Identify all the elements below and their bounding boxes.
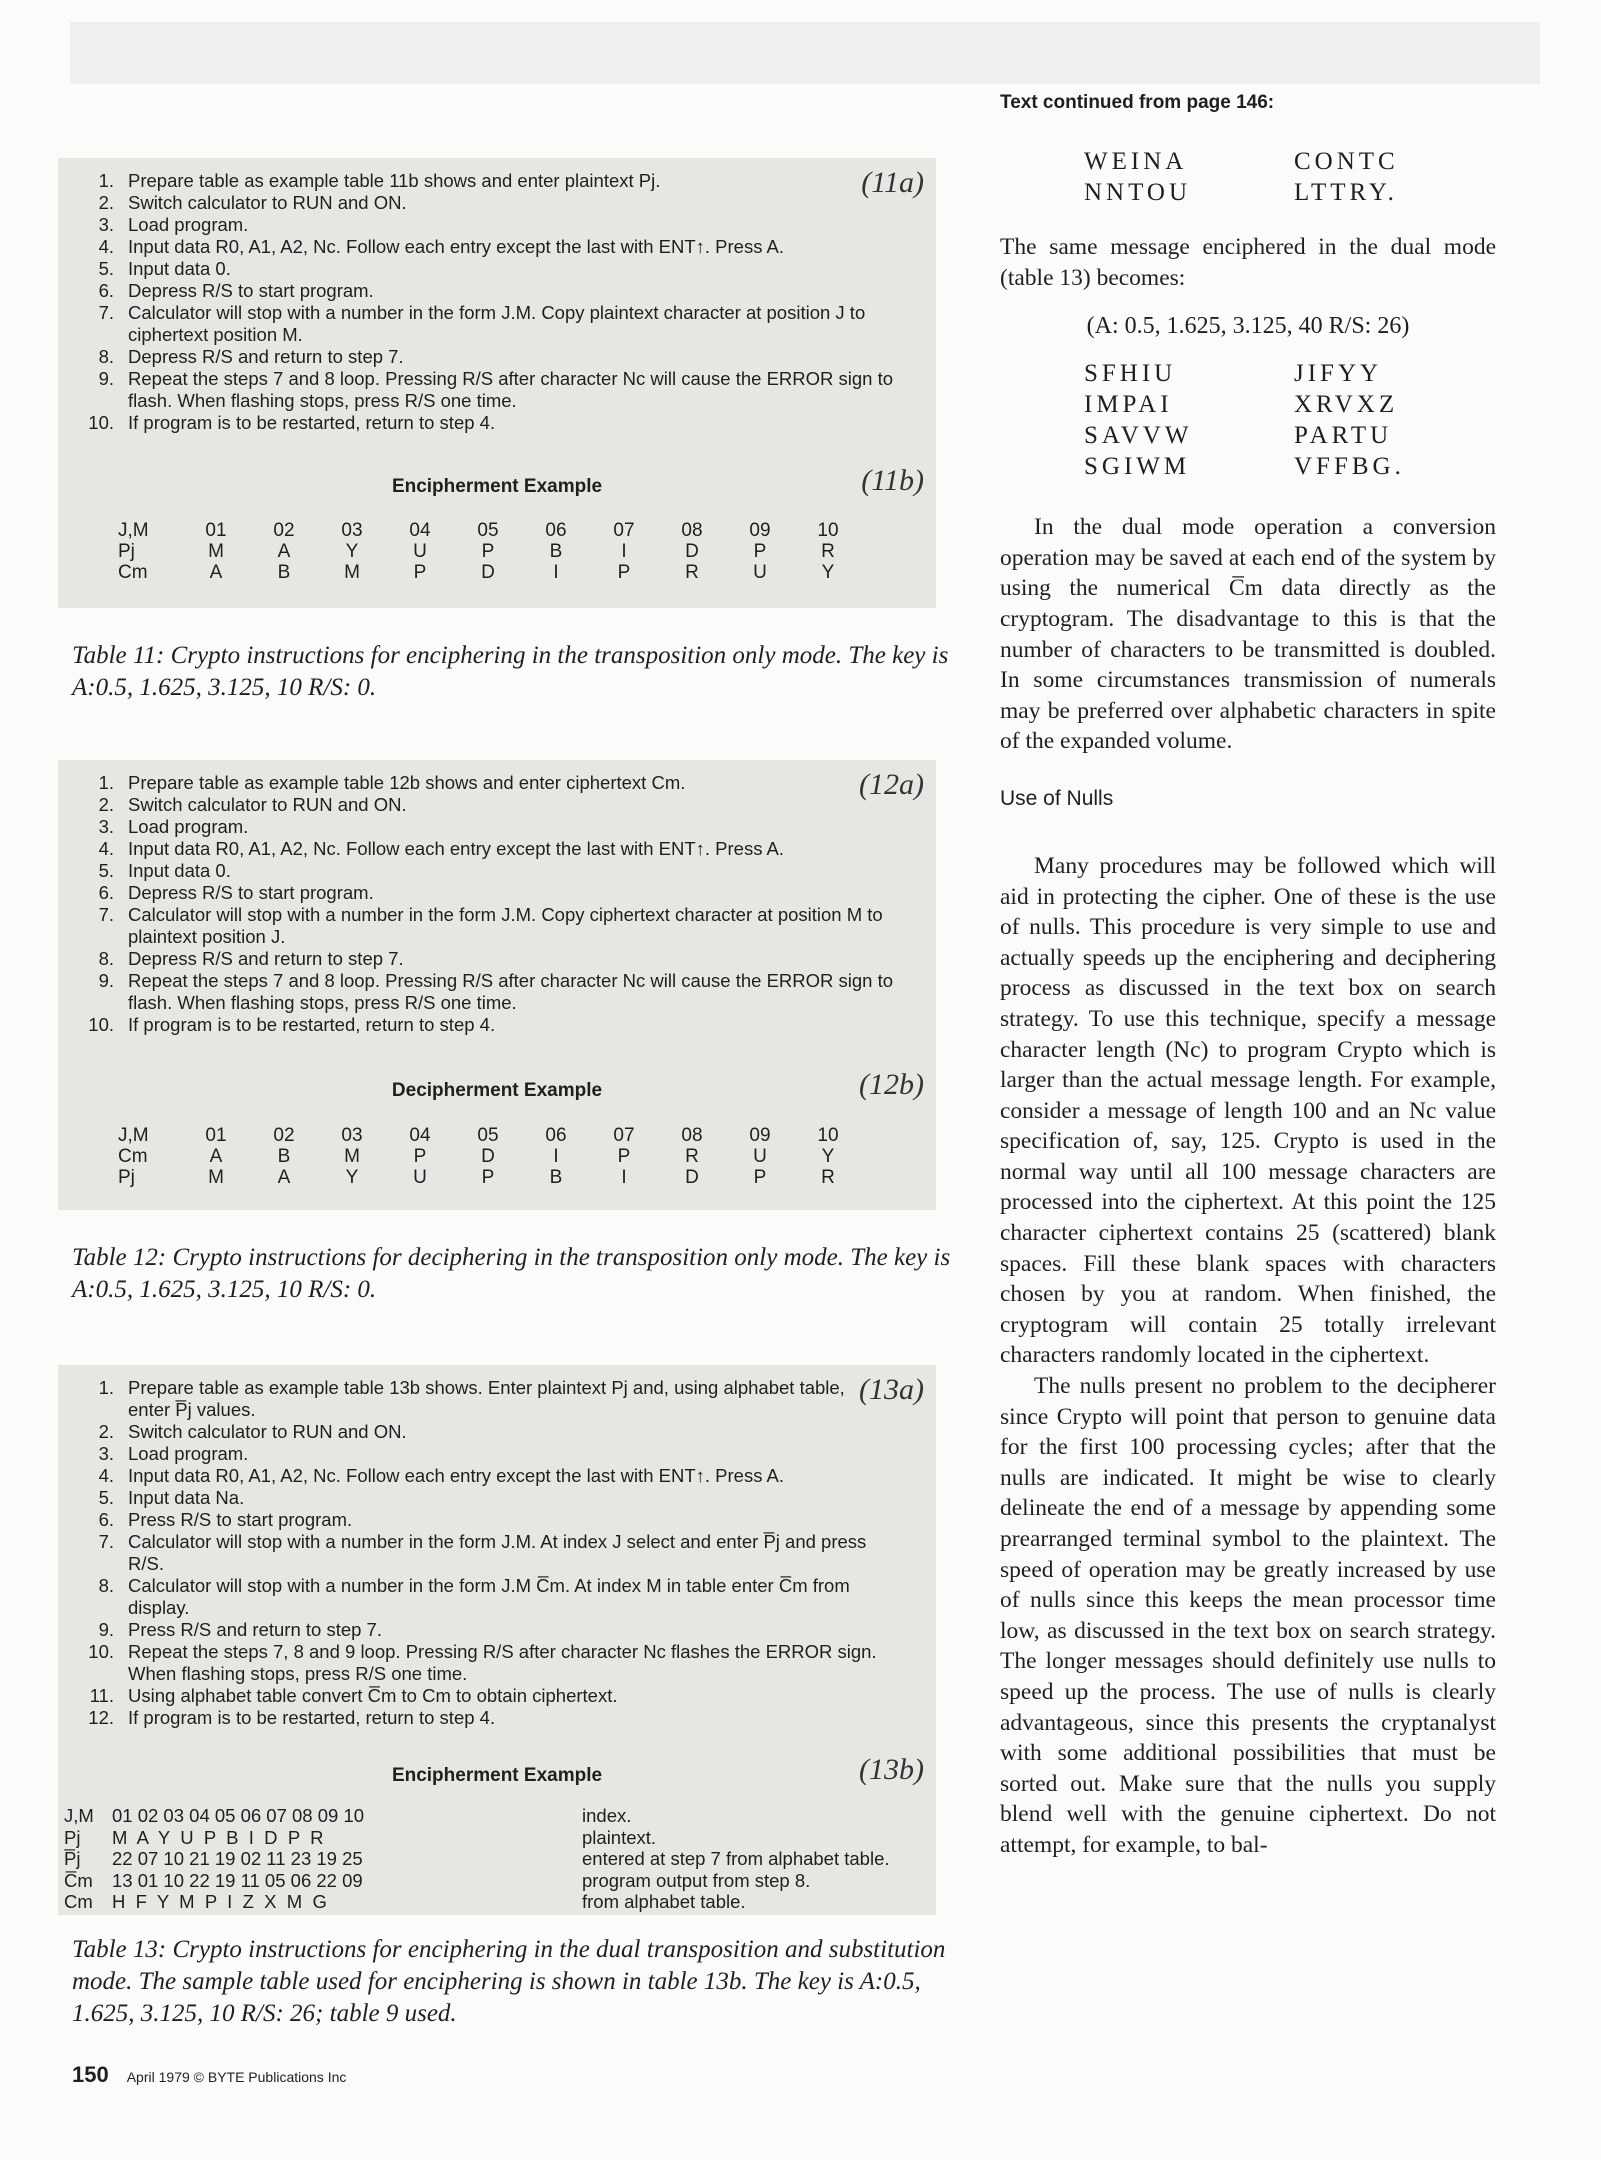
footer-credit: April 1979 © BYTE Publications Inc [126, 2069, 347, 2085]
step-text: Using alphabet table convert C̅m to Cm to obtain ciphertext. [128, 1685, 618, 1706]
table-cell: D [685, 541, 699, 562]
row-label: Cm [118, 1146, 148, 1167]
example-title-11b: Encipherment Example [391, 476, 603, 497]
row-note: index. [582, 1805, 632, 1826]
step-text: Input data 0. [128, 860, 231, 881]
steps-13 [78, 1377, 878, 1729]
table-cell: 10 [817, 1125, 839, 1146]
row-label: Cm [64, 1891, 93, 1912]
instruction-step [78, 948, 928, 970]
header-band [70, 22, 1540, 84]
step-number: 2. [98, 1421, 114, 1442]
table-row [118, 541, 862, 562]
step-text: Prepare table as example table 12b shows and enter ciphertext Cm. [128, 772, 686, 793]
instruction-step [78, 1377, 878, 1421]
instruction-step [78, 794, 928, 816]
table-row [64, 1870, 890, 1892]
instruction-step [78, 280, 928, 302]
section-heading-nulls: Use of Nulls [1000, 786, 1114, 810]
key-line: (A: 0.5, 1.625, 3.125, 40 R/S: 26) [1086, 313, 1410, 340]
tag-13a: (13a) [859, 1373, 924, 1406]
instruction-step [78, 170, 928, 192]
row-values: M A Y U P B I D P R [112, 1826, 324, 1848]
step-number: 12. [88, 1707, 114, 1728]
tag-11a: (11a) [861, 166, 924, 199]
instruction-step [78, 1443, 878, 1465]
instruction-step [78, 214, 928, 236]
tag-12a: (12a) [859, 768, 924, 801]
table-cell: Y [821, 562, 835, 583]
step-text: Calculator will stop with a number in the form J.M C̅m. At index M in table enter C̅m from display. [128, 1575, 850, 1618]
step-number: 3. [98, 816, 114, 837]
table-row [118, 1125, 862, 1146]
table-row [118, 562, 862, 583]
right-column [1000, 146, 1496, 1861]
instruction-step [78, 1421, 878, 1443]
instruction-step [78, 1014, 928, 1036]
table-cell: D [481, 1146, 495, 1167]
table-cell: U [413, 541, 427, 562]
step-number: 7. [98, 904, 114, 925]
encipherment-table-13b [64, 1805, 890, 1913]
table-cell: P [617, 562, 631, 583]
table-13-box [58, 1365, 936, 1915]
row-label: J,M [118, 520, 149, 541]
table-row [64, 1827, 890, 1849]
step-number: 1. [98, 772, 114, 793]
step-number: 6. [98, 1509, 114, 1530]
table-cell: P [413, 1146, 427, 1167]
table-cell: A [209, 562, 223, 583]
step-text: Switch calculator to RUN and ON. [128, 192, 407, 213]
cipher-grid-1 [1084, 146, 1496, 208]
instruction-step [78, 192, 928, 214]
row-values: H F Y M P I Z X M G [112, 1891, 327, 1912]
instruction-step [78, 772, 928, 794]
table-cell: 08 [681, 520, 703, 541]
row-values: 01 02 03 04 05 06 07 08 09 10 [112, 1805, 365, 1826]
instruction-step [78, 368, 928, 412]
step-number: 7. [98, 1531, 114, 1552]
caption-table-12: Table 12: Crypto instructions for deciphering in the transposition only mode. The key is A:0.5, 1.625, 3.125, 10 R/S: 0. [72, 1244, 951, 1303]
table-cell: U [413, 1167, 427, 1188]
table-row [64, 1805, 890, 1827]
row-note: program output from step 8. [582, 1869, 811, 1891]
table-cell: M [344, 562, 360, 583]
step-number: 10. [88, 1641, 114, 1662]
cipher-group: LTTRY. [1294, 179, 1398, 206]
row-label: Pj [118, 1167, 135, 1188]
step-text: Load program. [128, 214, 249, 235]
step-text: Switch calculator to RUN and ON. [128, 794, 407, 815]
table-cell: P [753, 1167, 767, 1188]
cipher-group: JIFYY [1294, 360, 1383, 388]
row-note: plaintext. [582, 1826, 657, 1848]
table-cell: 01 [205, 520, 227, 541]
steps-11 [78, 170, 928, 434]
instruction-step [78, 1685, 878, 1707]
instruction-step [78, 1641, 878, 1685]
table-cell: I [621, 1167, 627, 1188]
step-number: 4. [98, 236, 114, 257]
table-cell: R [685, 1146, 699, 1167]
instruction-step [78, 258, 928, 280]
table-cell: A [277, 1167, 291, 1188]
table-cell: 02 [273, 1125, 295, 1146]
step-text: Switch calculator to RUN and ON. [128, 1421, 407, 1442]
step-number: 1. [98, 1377, 114, 1398]
instruction-step [78, 346, 928, 368]
step-text: Repeat the steps 7 and 8 loop. Pressing R/S after character Nc will cause the ERROR sign to flash. When flashing stops, press R/S one time. [128, 970, 894, 1013]
table-cell: 01 [205, 1125, 227, 1146]
step-text: Press R/S to start program. [128, 1509, 353, 1530]
step-text: Input data R0, A1, A2, Nc. Follow each entry except the last with ENT↑. Press A. [128, 1465, 785, 1486]
page-footer [72, 2062, 346, 2088]
decipherment-table-12b [118, 1125, 862, 1188]
cipher-grid-2 [1084, 358, 1496, 482]
encipherment-table-11b [118, 520, 862, 583]
row-label: Pj [118, 541, 135, 562]
table-row [118, 1146, 862, 1167]
table-cell: U [753, 562, 767, 583]
row-note: entered at step 7 from alphabet table. [582, 1848, 890, 1869]
table-cell: 05 [477, 1125, 499, 1146]
step-text: If program is to be restarted, return to step 4. [128, 1707, 496, 1728]
cipher-group: SAVVW [1084, 422, 1193, 450]
step-text: Calculator will stop with a number in the form J.M. Copy plaintext character at position J to ciphertext position M. [128, 302, 866, 345]
table-cell: 02 [273, 520, 295, 541]
step-number: 5. [98, 860, 114, 881]
table-11-box [58, 158, 936, 608]
table-row [64, 1891, 890, 1913]
caption-table-11: Table 11: Crypto instructions for enciphering in the transposition only mode. The key is A:0.5, 1.625, 3.125, 10 R/S: 0. [72, 642, 949, 701]
step-text: Depress R/S to start program. [128, 882, 374, 903]
cipher-group: SFHIU [1084, 360, 1177, 388]
step-number: 11. [89, 1685, 114, 1706]
table-cell: 09 [749, 520, 771, 541]
step-text: Calculator will stop with a number in the form J.M. Copy ciphertext character at position M to plaintext position J. [128, 904, 883, 947]
table-cell: 09 [749, 1125, 771, 1146]
instruction-step [78, 1465, 878, 1487]
text-continued-label: Text continued from page 146: [1000, 92, 1275, 113]
step-text: Input data R0, A1, A2, Nc. Follow each entry except the last with ENT↑. Press A. [128, 838, 785, 859]
step-number: 4. [98, 1465, 114, 1486]
table-cell: U [753, 1146, 767, 1167]
table-cell: P [617, 1146, 631, 1167]
step-number: 10. [88, 412, 114, 433]
step-number: 1. [98, 170, 114, 191]
table-cell: 08 [681, 1125, 703, 1146]
table-cell: M [344, 1146, 360, 1167]
instruction-step [78, 882, 928, 904]
table-cell: P [413, 562, 427, 583]
paragraph-dual-mode: The same message enciphered in the dual mode (table 13) becomes: [1000, 234, 1496, 291]
table-cell: B [549, 1167, 563, 1188]
tag-11b: (11b) [861, 464, 924, 497]
row-label: Pj [64, 1826, 81, 1848]
step-number: 10. [88, 1014, 114, 1035]
table-cell: I [553, 1146, 559, 1167]
step-number: 9. [98, 368, 114, 389]
row-values: 22 07 10 21 19 02 11 23 19 25 [112, 1848, 363, 1869]
table-cell: A [209, 1146, 223, 1167]
step-text: Input data R0, A1, A2, Nc. Follow each entry except the last with ENT↑. Press A. [128, 236, 785, 257]
table-cell: 05 [477, 520, 499, 541]
step-number: 7. [98, 302, 114, 323]
step-number: 9. [98, 1619, 114, 1640]
table-cell: 07 [613, 1125, 635, 1146]
table-12-box [58, 760, 936, 1210]
instruction-step [78, 860, 928, 882]
step-number: 5. [98, 258, 114, 279]
cipher-group: XRVXZ [1294, 391, 1399, 419]
cipher-group: IMPAI [1084, 391, 1173, 419]
row-label: Cm [118, 562, 148, 583]
table-cell: 03 [341, 520, 363, 541]
step-number: 3. [98, 214, 114, 235]
step-text: Depress R/S and return to step 7. [128, 346, 404, 367]
step-number: 8. [98, 948, 114, 969]
paragraph-conversion: In the dual mode operation a conversion operation may be saved at each end of the system by using the numerical C̅m data directly as the cryptogram. The disadvantage to this is that the number of characters to be transmitted is doubled. In some circumstances transmission of numerals may be preferred over alphabetic characters in spite of the expanded volume. [1000, 514, 1496, 755]
step-text: If program is to be restarted, return to step 4. [128, 412, 496, 433]
table-cell: B [549, 541, 563, 562]
cipher-group: CONTC [1294, 148, 1399, 175]
table-cell: 06 [545, 520, 567, 541]
paragraph-nulls-1: Many procedures may be followed which will aid in protecting the cipher. One of these is the use of nulls. This procedure is very simple to use and actually speeds up the enciphering and deciphering process as discussed in the text box on search strategy. To use this technique, specify a message character length (Nc) to program Crypto which is larger than the actual message length. For example, consider a message of length 100 and an Nc value specification of, say, 125. Crypto is used in the normal way until all 100 message characters are processed into the ciphertext. At this point the 125 character ciphertext contains 25 (scattered) blank spaces. Fill these blank spaces with characters chosen by you at random. When finished, the cryptogram will contain 25 totally irrelevant characters randomly located in the ciphertext. [1000, 852, 1496, 1369]
table-cell: Y [821, 1146, 835, 1167]
instruction-step [78, 1575, 878, 1619]
step-text: Repeat the steps 7 and 8 loop. Pressing R/S after character Nc will cause the ERROR sign to flash. When flashing stops, press R/S one time. [128, 368, 894, 411]
instruction-step [78, 236, 928, 258]
table-cell: P [481, 1167, 495, 1188]
table-cell: P [753, 541, 767, 562]
row-values: 13 01 10 22 19 11 05 06 22 09 [112, 1869, 363, 1891]
table-cell: 07 [613, 520, 635, 541]
table-cell: R [685, 562, 699, 583]
instruction-step [78, 1707, 878, 1729]
row-label: C̅m [64, 1869, 93, 1891]
row-label: J,M [64, 1805, 94, 1826]
step-number: 6. [98, 280, 114, 301]
table-cell: B [277, 562, 291, 583]
step-text: Calculator will stop with a number in the form J.M. At index J select and enter P̅j and press R/S. [128, 1531, 867, 1574]
step-number: 8. [98, 346, 114, 367]
step-text: Prepare table as example table 13b shows. Enter plaintext Pj and, using alphabet table, enter P̅j values. [128, 1377, 845, 1420]
table-cell: Y [345, 1167, 359, 1188]
instruction-step [78, 302, 928, 346]
cipher-group: PARTU [1294, 422, 1393, 450]
instruction-step [78, 970, 928, 1014]
table-cell: Y [345, 541, 359, 562]
step-number: 2. [98, 794, 114, 815]
page-number: 150 [72, 2062, 109, 2087]
step-number: 5. [98, 1487, 114, 1508]
step-number: 8. [98, 1575, 114, 1596]
instruction-step [78, 1619, 878, 1641]
step-number: 6. [98, 882, 114, 903]
step-text: Load program. [128, 1443, 249, 1464]
instruction-step [78, 1487, 878, 1509]
row-label: J,M [118, 1125, 149, 1146]
table-cell: M [208, 1167, 224, 1188]
caption-table-13: Table 13: Crypto instructions for enciphering in the dual transposition and substitution mode. The sample table used for enciphering is shown in table 13b. The key is A:0.5, 1.625, 3.125, 10 R/S: 26; table 9 used. [72, 1936, 946, 2027]
step-text: Depress R/S to start program. [128, 280, 374, 301]
instruction-step [78, 1531, 878, 1575]
instruction-step [78, 838, 928, 860]
table-cell: P [481, 541, 495, 562]
table-row [118, 520, 862, 541]
example-title-13b: Encipherment Example [391, 1765, 603, 1786]
steps-12 [78, 772, 928, 1036]
table-cell: D [685, 1167, 699, 1188]
table-cell: D [481, 562, 495, 583]
cipher-group: NNTOU [1084, 179, 1192, 206]
step-text: Depress R/S and return to step 7. [128, 948, 404, 969]
table-cell: R [821, 1167, 835, 1188]
step-number: 2. [98, 192, 114, 213]
step-text: Repeat the steps 7, 8 and 9 loop. Pressing R/S after character Nc flashes the ERROR sign. When flashing stops, press R/S one time. [128, 1641, 877, 1684]
table-cell: I [621, 541, 627, 562]
cipher-group: SGIWM [1084, 453, 1191, 481]
paragraph-nulls-2: The nulls present no problem to the decipherer since Crypto will point that person to genuine data for the first 100 processing cycles; after that the nulls are indicated. It might be wise to clearly delineate the end of a message by appending some prearranged terminal symbol to the plaintext. The speed of operation may be greatly increased by use of nulls since this keeps the mean processor time low, as discussed in the text box on search strategy. The longer messages should definitely use nulls to speed up the process. The use of nulls is clearly advantageous, since this presents the cryptanalyst with some additional possibilities that must be sorted out. Make sure that the nulls you supply blend well with the genuine ciphertext. Do not attempt, for example, to bal- [1000, 1373, 1496, 1858]
row-label: P̅j [64, 1848, 81, 1869]
instruction-step [78, 904, 928, 948]
step-text: Input data Na. [128, 1487, 245, 1508]
table-cell: R [821, 541, 835, 562]
table-cell: 04 [409, 1125, 431, 1146]
cipher-group: WEINA [1084, 148, 1188, 175]
example-title-12b: Decipherment Example [391, 1080, 603, 1101]
table-cell: I [553, 562, 559, 583]
step-number: 3. [98, 1443, 114, 1464]
table-cell: B [277, 1146, 291, 1167]
step-text: Prepare table as example table 11b shows and enter plaintext Pj. [128, 170, 661, 191]
table-cell: M [208, 541, 224, 562]
row-note: from alphabet table. [582, 1891, 746, 1912]
table-row [118, 1167, 862, 1188]
step-number: 9. [98, 970, 114, 991]
step-text: Press R/S and return to step 7. [128, 1619, 382, 1640]
step-text: Load program. [128, 816, 249, 837]
tag-13b: (13b) [859, 1753, 924, 1786]
step-text: Input data 0. [128, 258, 231, 279]
table-cell: A [277, 541, 291, 562]
instruction-step [78, 412, 928, 434]
cipher-group: VFFBG. [1294, 453, 1405, 481]
step-text: If program is to be restarted, return to step 4. [128, 1014, 496, 1035]
table-row [64, 1848, 890, 1870]
instruction-step [78, 816, 928, 838]
tag-12b: (12b) [859, 1068, 924, 1101]
table-cell: 06 [545, 1125, 567, 1146]
step-number: 4. [98, 838, 114, 859]
table-cell: 10 [817, 520, 839, 541]
table-cell: 03 [341, 1125, 363, 1146]
table-cell: 04 [409, 520, 431, 541]
instruction-step [78, 1509, 878, 1531]
